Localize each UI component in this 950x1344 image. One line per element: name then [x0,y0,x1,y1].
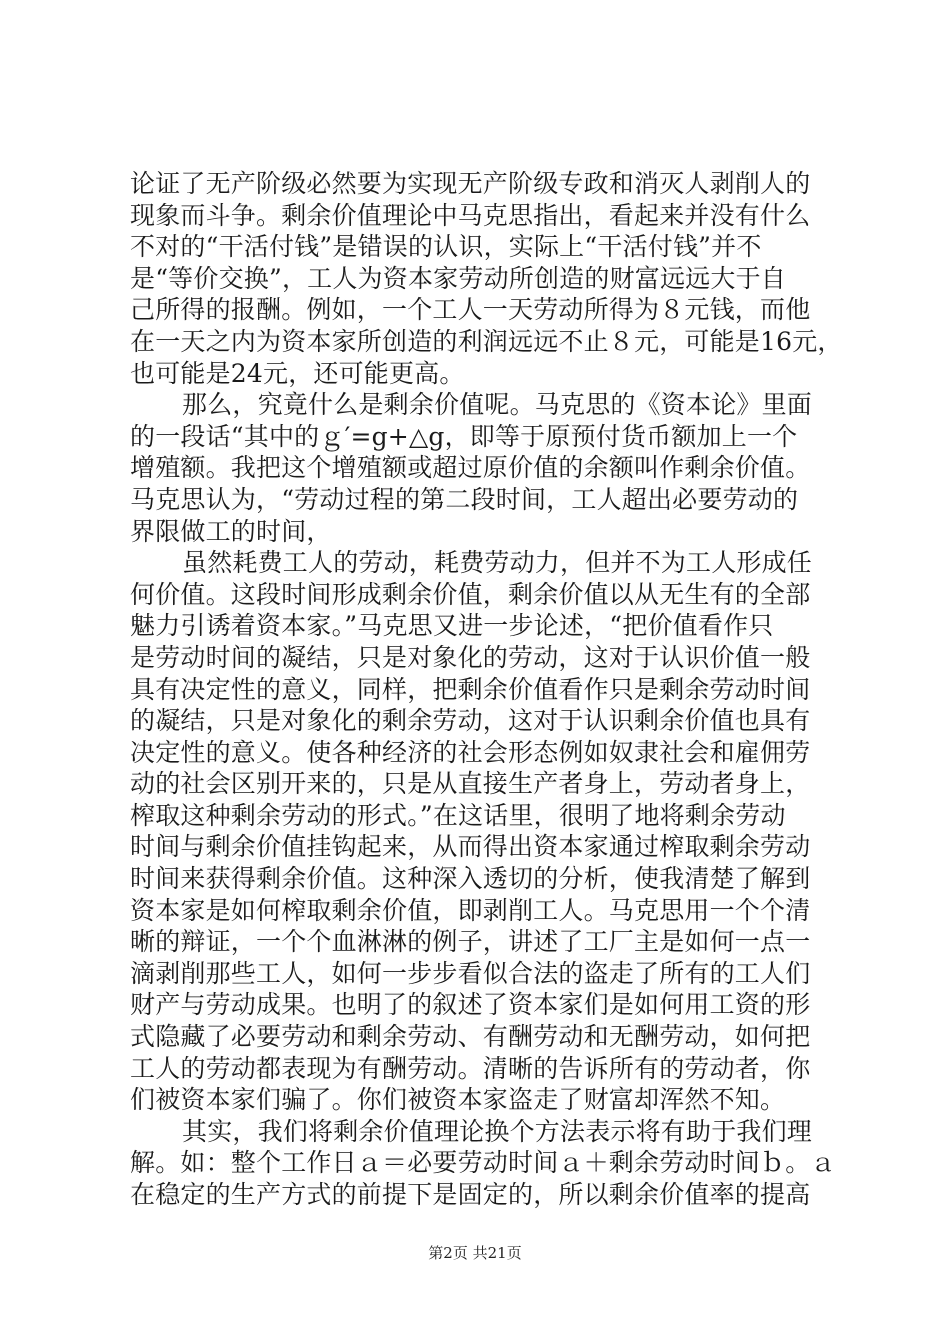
text-line: 工人的劳动都表现为有酬劳动。清晰的告诉所有的劳动者，你 [130,1053,811,1083]
text-line: 解。如：整个工作日ａ＝必要劳动时间ａ＋剩余劳动时间ｂ。ａ [130,1148,836,1178]
text-line: 时间与剩余价值挂钩起来，从而得出资本家通过榨取剩余劳动 [130,832,811,862]
text-line: 现象而斗争。剩余价值理论中马克思指出，看起来并没有什么 [130,200,811,230]
text-line: 魅力引诱着资本家。”马克思又进一步论述，“把价值看作只 [130,611,774,641]
page-footer: 第2页 共21页 [428,1244,522,1262]
text-line: 在一天之内为资本家所创造的利润远远不止８元，可能是16元， [130,326,843,356]
text-line: 滴剥削那些工人，如何一步步看似合法的盗走了所有的工人们 [130,958,811,988]
body-text [130,168,842,1211]
text-line: 马克思认为，“劳动过程的第二段时间，工人超出必要劳动的 [130,484,799,514]
text-line: 们被资本家们骗了。你们被资本家盗走了财富却浑然不知。 [130,1085,786,1115]
text-line: 资本家是如何榨取剩余价值，即剥削工人。马克思用一个个清 [130,895,811,925]
text-line: 也可能是24元，还可能更高。 [130,358,465,388]
text-line: 晰的辩证，一个个血淋淋的例子，讲述了工厂主是如何一点一 [130,927,811,957]
text-line: 动的社会区别开来的，只是从直接生产者身上，劳动者身上， [130,769,811,799]
paragraph-start-line: 虽然耗费工人的劳动，耗费劳动力，但并不为工人形成任 [182,548,813,578]
text-line: 界限做工的时间， [130,516,332,546]
text-line: 何价值。这段时间形成剩余价值，剩余价值以从无生有的全部 [130,579,811,609]
text-line: 财产与劳动成果。也明了的叙述了资本家们是如何用工资的形 [130,990,811,1020]
paragraph-start-line: 其实，我们将剩余价值理论换个方法表示将有助于我们理 [182,1116,813,1146]
text-line: 时间来获得剩余价值。这种深入透切的分析，使我清楚了解到 [130,864,811,894]
paragraph-start-line: 那么，究竟什么是剩余价值呢。马克思的《资本论》里面 [182,390,813,420]
text-line: 增殖额。我把这个增殖额或超过原价值的余额叫作剩余价值。 [130,453,811,483]
text-line: 榨取这种剩余劳动的形式。”在这话里，很明了地将剩余劳动 [130,800,786,830]
text-line: 的一段话“其中的ｇ′=g+△g，即等于原预付货币额加上一个 [130,421,798,451]
text-line: 不对的“干活付钱”是错误的认识，实际上“干活付钱”并不 [130,232,762,262]
text-line: 己所得的报酬。例如，一个工人一天劳动所得为８元钱，而他 [130,295,811,325]
text-line: 是“等价交换”，工人为资本家劳动所创造的财富远远大于自 [130,263,786,293]
text-line: 是劳动时间的凝结，只是对象化的劳动，这对于认识价值一般 [130,642,811,672]
text-line: 在稳定的生产方式的前提下是固定的，所以剩余价值率的提高 [130,1180,811,1209]
text-line: 的凝结，只是对象化的剩余劳动，这对于认识剩余价值也具有 [130,706,811,736]
text-line: 具有决定性的意义，同样，把剩余价值看作只是剩余劳动时间 [130,674,811,704]
text-line: 论证了无产阶级必然要为实现无产阶级专政和消灭人剥削人的 [130,169,811,198]
text-line: 式隐藏了必要劳动和剩余劳动、有酬劳动和无酬劳动，如何把 [130,1022,811,1052]
text-line: 决定性的意义。使各种经济的社会形态例如奴隶社会和雇佣劳 [130,737,811,767]
